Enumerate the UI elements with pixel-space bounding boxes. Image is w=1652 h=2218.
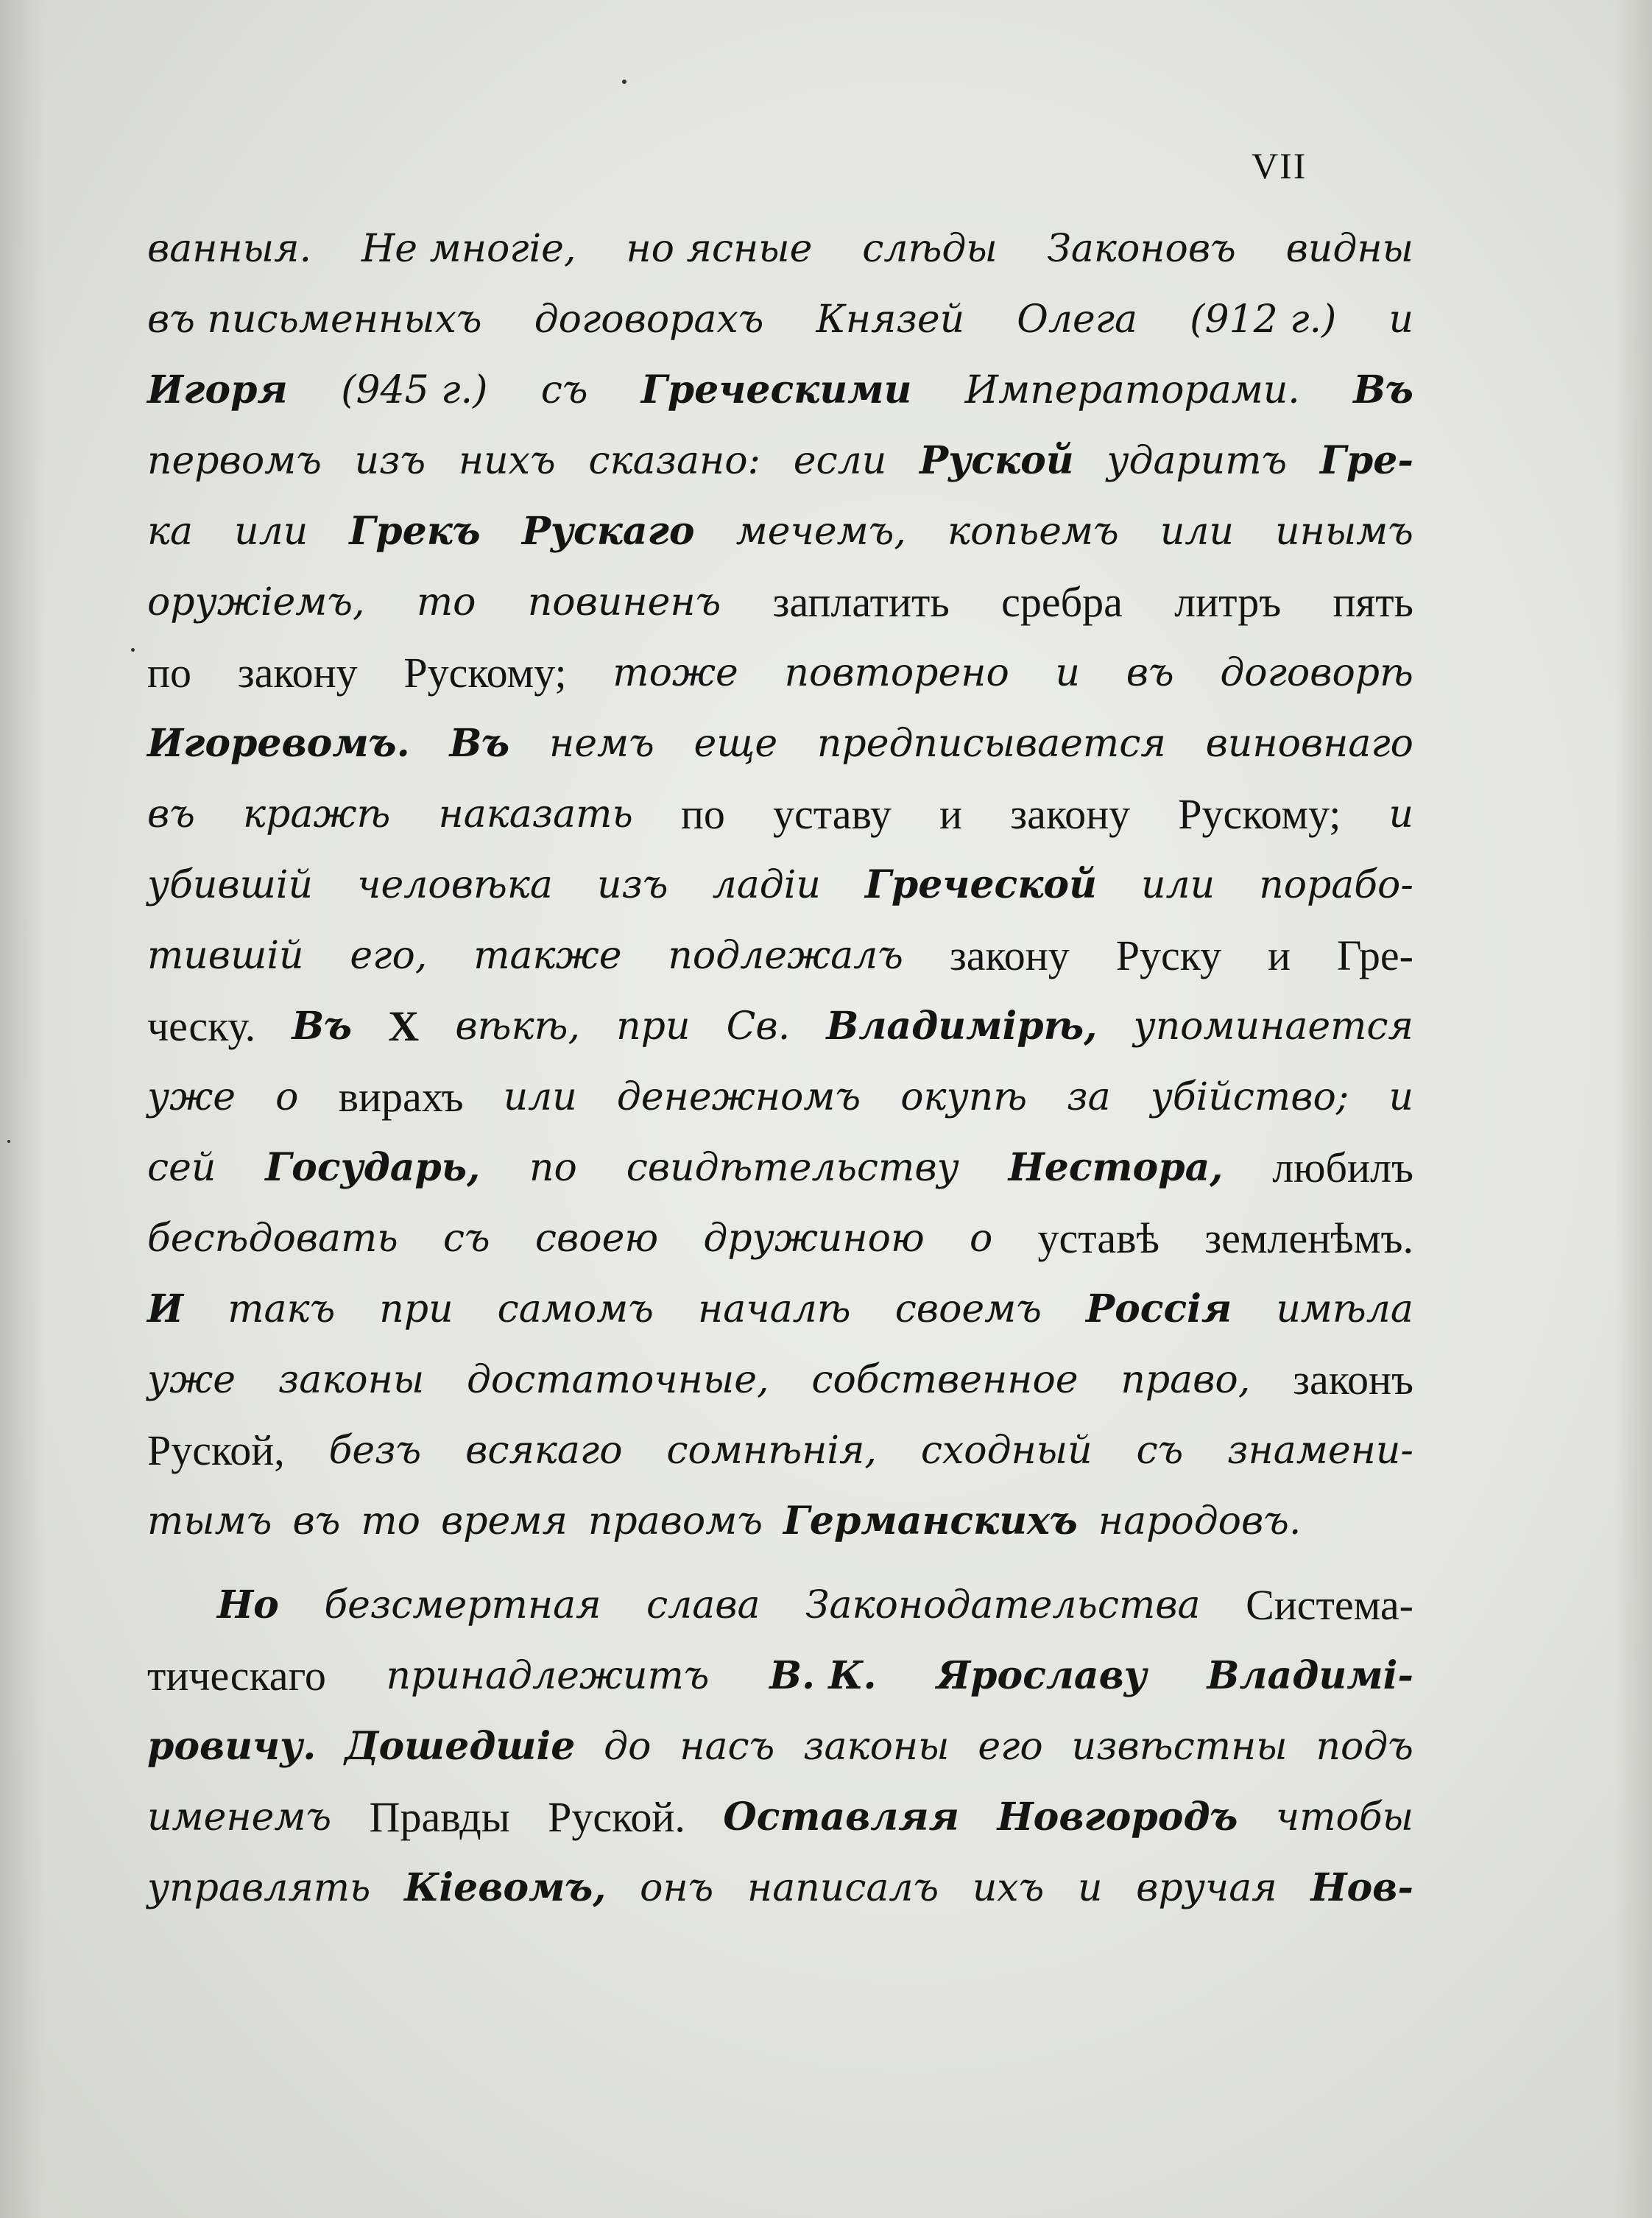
text-word: при	[616, 1004, 691, 1049]
text-line	[147, 638, 1413, 708]
text-word: Владимi-	[1207, 1653, 1413, 1698]
text-word: собственное	[811, 1358, 1079, 1402]
text-word: знамени-	[1227, 1429, 1413, 1473]
text-word: Греческой	[864, 862, 1097, 907]
text-word: уставу	[773, 790, 892, 838]
text-line	[147, 1274, 1413, 1345]
text-word: и	[1055, 651, 1080, 695]
text-word: Греческими	[640, 367, 912, 412]
text-word: законы	[278, 1358, 425, 1402]
text-word: Руской,	[147, 1426, 285, 1474]
text-line	[147, 1203, 1413, 1274]
text-word: предписывается	[816, 722, 1166, 766]
text-word: Кiевомъ,	[404, 1865, 607, 1910]
text-word: Оставляя	[723, 1795, 960, 1839]
text-word: Дошедшiе	[345, 1724, 576, 1769]
text-word: денежномъ	[616, 1075, 861, 1119]
text-word: Владимiрѣ,	[826, 1004, 1098, 1049]
text-line	[147, 1486, 1413, 1557]
text-word: Новгородъ	[997, 1795, 1238, 1839]
text-word: время	[441, 1499, 568, 1543]
text-word: о	[275, 1075, 299, 1119]
text-word: народовъ.	[1098, 1499, 1302, 1543]
text-word: убiйство;	[1150, 1075, 1349, 1119]
text-word: Ярославу	[936, 1653, 1147, 1698]
text-word: повторено	[784, 651, 1009, 695]
text-word: человѣка	[357, 863, 553, 907]
text-line	[147, 1711, 1413, 1782]
text-word: своею	[534, 1217, 659, 1261]
text-word: принадлежитъ	[386, 1654, 710, 1698]
text-word: за	[1067, 1075, 1111, 1119]
text-word: Въ	[292, 1004, 353, 1049]
text-word: еще	[693, 722, 778, 766]
text-word: его	[978, 1725, 1043, 1769]
text-word: такъ	[227, 1287, 336, 1331]
text-word: или	[1159, 510, 1234, 554]
text-word: закону	[949, 932, 1070, 979]
text-word: достаточные,	[466, 1358, 769, 1402]
text-word: законы	[803, 1725, 950, 1769]
text-word: въ	[147, 792, 195, 837]
text-word: Система-	[1246, 1581, 1413, 1629]
text-word: и	[1077, 1866, 1103, 1910]
text-word: уставѣ	[1037, 1214, 1159, 1262]
text-word: Руской.	[548, 1793, 685, 1841]
text-line	[147, 567, 1413, 638]
text-line	[147, 850, 1413, 920]
text-line	[147, 991, 1413, 1062]
text-word: и	[1268, 932, 1291, 979]
text-line	[147, 214, 1413, 284]
text-word: въ письменныхъ	[147, 298, 482, 342]
text-word: литръ	[1174, 578, 1282, 626]
text-word: сребра	[1001, 578, 1123, 626]
text-word: Нестора,	[1008, 1145, 1224, 1190]
text-word: видны	[1285, 227, 1413, 271]
text-word: Олега	[1017, 298, 1138, 342]
text-word: изъ	[354, 439, 426, 483]
text-word: по	[147, 649, 192, 697]
text-word: Въ	[449, 721, 510, 766]
text-word: правомъ	[587, 1499, 763, 1543]
text-word: убившiй	[147, 863, 314, 907]
body-text	[147, 214, 1413, 1923]
text-word: извѣстны	[1071, 1725, 1288, 1769]
text-line	[147, 1345, 1413, 1415]
text-word: насъ	[679, 1725, 775, 1769]
ink-speck	[622, 80, 626, 84]
text-word: Руской	[919, 438, 1074, 483]
text-word: подъ	[1316, 1725, 1413, 1769]
text-word: чтобы	[1275, 1795, 1413, 1839]
text-line	[147, 708, 1413, 779]
text-word: пять	[1332, 578, 1413, 626]
text-word: вирахъ	[338, 1073, 464, 1121]
text-word: ладiи	[712, 863, 821, 907]
text-line	[147, 496, 1413, 567]
text-word: заплатить	[772, 578, 950, 626]
text-line	[147, 1415, 1413, 1486]
text-word: въ	[292, 1499, 341, 1543]
text-line	[147, 426, 1413, 496]
text-word: законъ	[1293, 1356, 1413, 1404]
text-word: его,	[350, 934, 428, 978]
text-word: уже	[147, 1075, 236, 1119]
text-word: Законовъ	[1047, 227, 1236, 271]
text-word: всякаго	[465, 1429, 623, 1473]
text-word: Россiя	[1086, 1286, 1232, 1331]
text-word: свидѣтельству	[626, 1146, 959, 1190]
text-word: первомъ	[147, 439, 322, 483]
text-word: упоминается	[1133, 1004, 1413, 1049]
text-word: управлять	[147, 1866, 371, 1910]
text-word: вручая	[1136, 1866, 1277, 1910]
ink-speck	[131, 648, 135, 652]
text-word: въ	[1126, 651, 1174, 695]
text-word: земленѣмъ.	[1204, 1214, 1413, 1262]
text-word: тоже	[613, 651, 738, 695]
text-word: X	[388, 1002, 420, 1050]
text-word: если	[793, 439, 887, 483]
page-number: VII	[1252, 145, 1307, 186]
text-word: Въ	[1353, 367, 1413, 412]
text-line	[147, 1641, 1413, 1711]
text-word: ихъ	[972, 1866, 1045, 1910]
text-line	[147, 1570, 1413, 1641]
text-word: любилъ	[1272, 1144, 1413, 1191]
text-word: договорахъ	[534, 298, 764, 342]
text-word: написалъ	[746, 1866, 939, 1910]
text-word: ударитъ	[1106, 439, 1288, 483]
text-line	[147, 920, 1413, 991]
text-word: Св.	[726, 1004, 791, 1049]
text-word: ровичу.	[147, 1724, 317, 1769]
text-word: Императорами.	[964, 368, 1300, 412]
text-word: повиненъ	[527, 580, 721, 624]
text-word: изъ	[597, 863, 668, 907]
text-word: съ	[540, 368, 588, 412]
text-word: Рускаго	[521, 509, 695, 554]
text-word: до	[604, 1725, 652, 1769]
ink-speck	[7, 1140, 10, 1143]
text-word: Руску	[1115, 932, 1222, 979]
text-word: по	[680, 790, 725, 838]
text-word: имѣла	[1276, 1287, 1413, 1331]
text-word: немъ	[548, 722, 654, 766]
text-word: Германскихъ	[783, 1499, 1078, 1543]
text-word: и	[1388, 1075, 1413, 1119]
text-word: и	[939, 790, 963, 838]
text-word: кражѣ	[243, 792, 391, 837]
text-word: окупѣ	[900, 1075, 1028, 1119]
text-word: закону	[237, 649, 358, 697]
text-word: порабо-	[1259, 863, 1413, 907]
text-word: то	[361, 1499, 420, 1543]
text-word: безсмертная	[324, 1583, 601, 1627]
text-word: ческу.	[147, 1002, 256, 1050]
text-word: тившiй	[147, 934, 304, 978]
text-word: сказано:	[588, 439, 761, 483]
text-line	[147, 284, 1413, 355]
text-word: (945 г.)	[341, 368, 488, 412]
text-word: Нов-	[1310, 1865, 1413, 1910]
text-word: и	[1388, 298, 1413, 342]
text-word: тымъ	[147, 1499, 272, 1543]
text-word: началѣ	[698, 1287, 851, 1331]
text-word: слѣды	[862, 227, 998, 271]
text-word: подлежалъ	[668, 934, 903, 978]
page-edge-shadow-right	[1615, 0, 1652, 2218]
text-word: сходный	[920, 1429, 1092, 1473]
text-word: ванныя.	[147, 227, 312, 271]
text-word: (912 г.)	[1190, 298, 1337, 342]
text-line	[147, 1133, 1413, 1203]
text-word: Рускому;	[403, 649, 567, 697]
text-word: сомнѣнiя,	[666, 1429, 877, 1473]
text-word: закону	[1010, 790, 1131, 838]
text-word: сей	[147, 1146, 216, 1190]
text-word: вѣкѣ,	[455, 1004, 580, 1049]
text-line	[147, 355, 1413, 426]
text-line	[147, 1782, 1413, 1853]
text-word: Князей	[816, 298, 965, 342]
text-word: мечемъ,	[735, 510, 906, 554]
text-word: В. К.	[769, 1653, 877, 1698]
text-word: самомъ	[497, 1287, 654, 1331]
text-line	[147, 1062, 1413, 1133]
text-word: договорѣ	[1220, 651, 1413, 695]
text-word: право,	[1120, 1358, 1251, 1402]
text-word: Не многiе,	[361, 227, 576, 271]
text-word: Законодательства	[805, 1583, 1201, 1627]
text-word: нихъ	[458, 439, 556, 483]
text-word: именемъ	[147, 1795, 332, 1839]
text-word: инымъ	[1275, 510, 1413, 554]
text-line	[147, 779, 1413, 850]
text-word: то	[416, 580, 476, 624]
text-word: виновнаго	[1205, 722, 1413, 766]
text-word: дружиною	[703, 1217, 925, 1261]
text-word: съ	[442, 1217, 490, 1261]
text-word: Игоря	[147, 367, 288, 412]
text-word: слава	[646, 1583, 760, 1627]
text-word: и	[1388, 792, 1413, 837]
text-word: при	[379, 1287, 453, 1331]
text-word: или	[503, 1075, 577, 1119]
text-word: о	[970, 1217, 993, 1261]
text-word: Грекъ	[349, 509, 481, 554]
text-word: но ясные	[626, 227, 813, 271]
text-word: Правды	[369, 1793, 510, 1841]
text-word: И	[147, 1286, 184, 1331]
text-word: или	[234, 510, 308, 554]
text-word: онъ	[640, 1866, 714, 1910]
text-word: съ	[1136, 1429, 1184, 1473]
page-edge-shadow-left	[0, 0, 44, 2218]
text-word: тическаго	[147, 1652, 326, 1700]
text-word: безъ	[328, 1429, 422, 1473]
text-word: Но	[217, 1582, 279, 1627]
text-word: или	[1141, 863, 1215, 907]
text-word: копьемъ	[947, 510, 1119, 554]
text-word: уже	[147, 1358, 236, 1402]
text-word: Игоревомъ.	[147, 721, 410, 766]
text-word: Гре-	[1337, 932, 1413, 979]
text-word: наказать	[438, 792, 633, 837]
text-word: также	[473, 934, 622, 978]
text-word: бесѣдовать	[147, 1217, 398, 1261]
text-word: Гре-	[1319, 438, 1413, 483]
text-word: Рускому;	[1178, 790, 1341, 838]
text-line	[147, 1853, 1413, 1923]
text-word: по	[529, 1146, 577, 1190]
text-word: своемъ	[894, 1287, 1042, 1331]
text-word: ка	[147, 510, 194, 554]
text-word: оружiемъ,	[147, 580, 365, 624]
text-word: Государь,	[265, 1145, 481, 1190]
